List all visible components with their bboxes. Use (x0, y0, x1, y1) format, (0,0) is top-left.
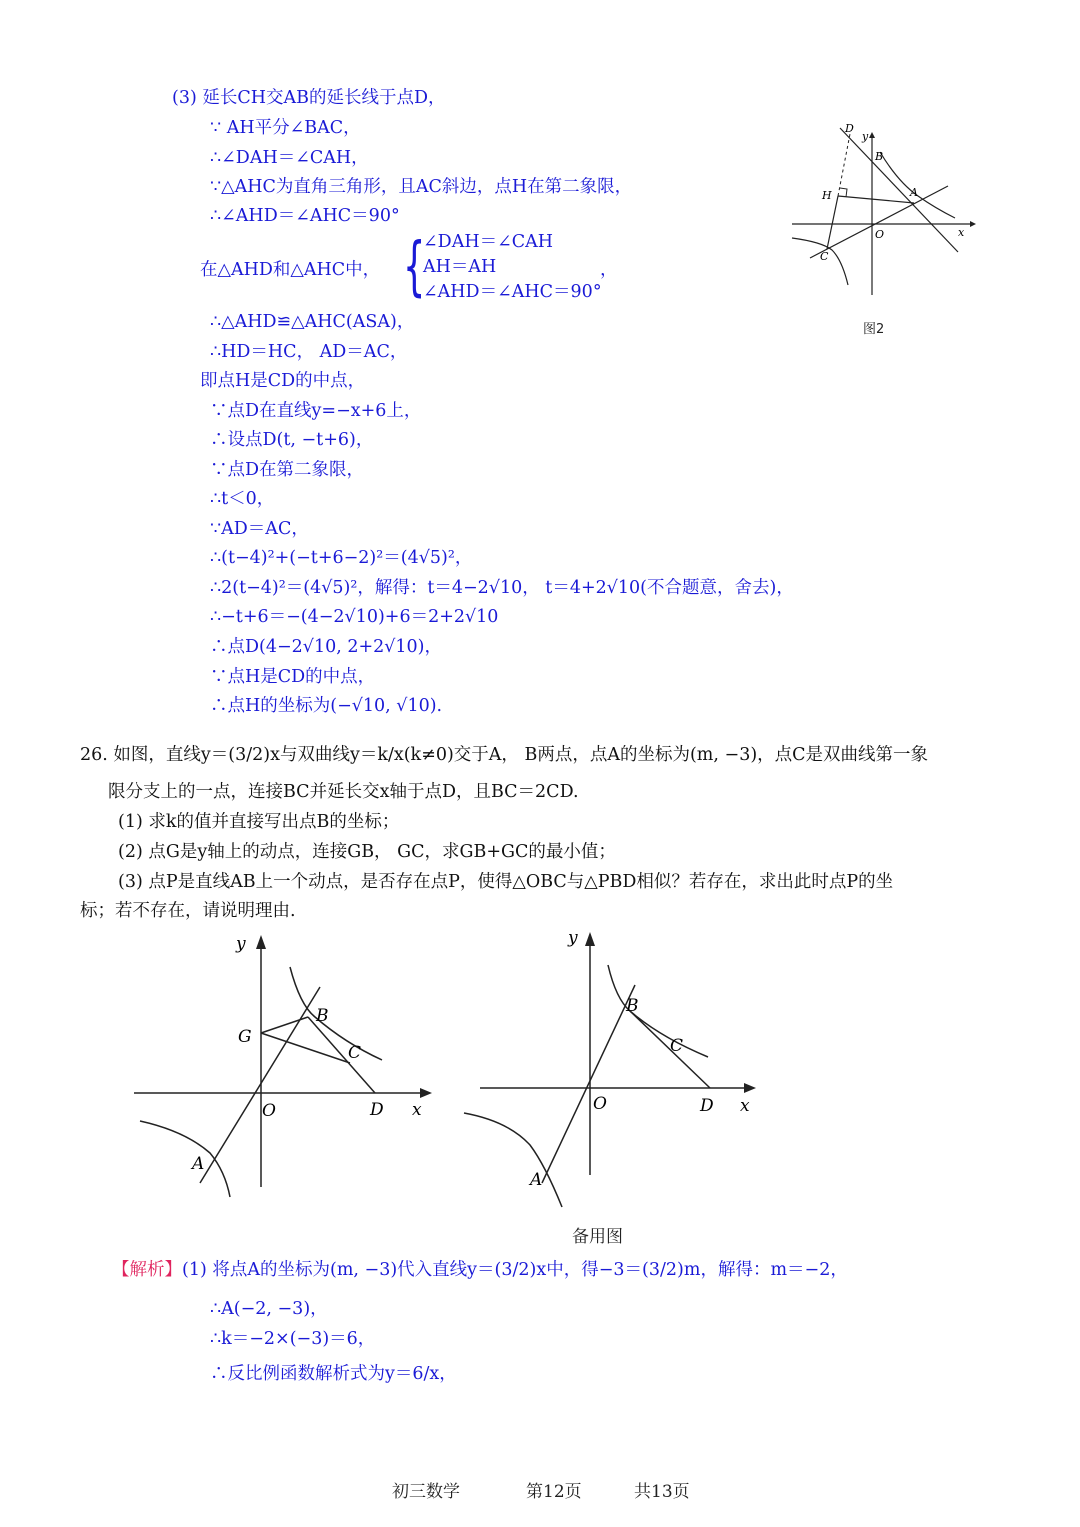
label-x: x (958, 226, 965, 239)
solution-line: ∴HD＝HC， AD＝AC， (210, 342, 408, 362)
spare-figure-caption: 备用图 (572, 1227, 623, 1247)
solution-line: ∵ AH平分∠BAC， (210, 118, 361, 138)
dashed-dh (838, 134, 850, 196)
label-o: O (262, 1101, 276, 1121)
solution-line: ∴−t+6＝−(4−2√10)+6＝2+2√10 (210, 607, 499, 627)
figure-spare (460, 925, 770, 1210)
label-g: G (238, 1027, 252, 1047)
label-x: x (740, 1096, 750, 1116)
label-c: C (670, 1036, 684, 1056)
hyperbola-branch-3 (140, 1121, 230, 1197)
label-a: A (910, 186, 918, 199)
segment-ch (827, 196, 838, 249)
solution-line: ∴(t−4)²+(−t+6−2)²＝(4√5)²， (210, 548, 473, 568)
label-o: O (593, 1094, 607, 1114)
analysis-line2: ∴A(−2, −3)， (210, 1299, 328, 1319)
question-26-line1: 26. 如图，直线y＝(3/2)x与双曲线y＝k/x(k≠0)交于A， B两点，点A的坐标为(m, −3)，点C是双曲线第一象 (80, 745, 929, 765)
solution-line: ∵点D在直线y=−x+6上， (210, 401, 422, 421)
footer-subject: 初三数学 (392, 1482, 460, 1502)
analysis-tag: 【解析】 (112, 1260, 182, 1280)
solution-line: ∵点D在第二象限， (210, 460, 365, 480)
label-o: O (875, 228, 885, 241)
segment-ha (838, 196, 914, 203)
label-c: C (348, 1043, 362, 1063)
label-x: x (412, 1100, 422, 1120)
analysis-line3: ∴k＝−2×(−3)＝6， (210, 1329, 376, 1349)
figure-main (130, 925, 440, 1210)
label-y: y (236, 934, 246, 954)
label-d: D (845, 122, 854, 135)
left-brace: { (403, 230, 426, 304)
question-26-part3b: 标；若不存在，请说明理由. (80, 901, 296, 921)
label-d: D (700, 1096, 714, 1116)
solution-line: ∴点H的坐标为(−√10, √10). (210, 696, 443, 716)
x-axis-arrow (420, 1088, 432, 1098)
brace-item: AH＝AH (423, 257, 497, 277)
figure-2 (780, 110, 980, 310)
question-26-part1: (1) 求k的值并直接写出点B的坐标； (118, 812, 400, 832)
figure-2-caption: 图2 (863, 322, 885, 337)
x-axis-arrow (970, 221, 976, 227)
solution-line: ∴△AHD≌△AHC(ASA)， (210, 312, 415, 332)
solution-line: ∴2(t−4)²＝(4√5)²，解得：t＝4−2√10， t＝4+2√10(不合题意，舍去)， (210, 578, 794, 598)
solution-line: 即点H是CD的中点， (200, 371, 366, 391)
line-ab (542, 985, 635, 1183)
right-angle-mark (840, 188, 847, 197)
label-d: D (370, 1100, 384, 1120)
label-c: C (820, 250, 829, 263)
brace-label: 在△AHD和△AHC中， (200, 260, 381, 280)
y-axis-arrow (585, 932, 595, 946)
solution-line: ∴点D(4−2√10, 2+2√10)， (210, 637, 443, 657)
label-y: y (862, 130, 869, 143)
solution-line: ∴∠AHD＝∠AHC＝90° (210, 206, 400, 226)
label-b: B (316, 1006, 329, 1026)
label-b: B (626, 996, 639, 1016)
x-axis-arrow (744, 1083, 756, 1093)
brace-comma: ， (600, 260, 618, 280)
segment-gb (261, 1017, 308, 1033)
brace-item: ∠DAH＝∠CAH (423, 232, 554, 252)
solution-line: ∵点H是CD的中点， (210, 667, 376, 687)
analysis-line1 (112, 1258, 848, 1282)
line-ab (200, 987, 320, 1183)
question-26-part3a: (3) 点P是直线AB上一个动点，是否存在点P，使得△OBC与△PBD相似？若存在，求出此时点P的坐 (118, 872, 894, 892)
segment-gc (261, 1033, 350, 1063)
analysis-line4: ∴反比例函数解析式为y＝6/x， (210, 1364, 457, 1384)
solution-line: ∵AD＝AC， (210, 519, 309, 539)
label-b: B (875, 150, 884, 163)
hyperbola-branch-1 (880, 152, 955, 218)
question-26-part2: (2) 点G是y轴上的动点，连接GB， GC，求GB+GC的最小值； (118, 842, 616, 862)
label-y: y (568, 928, 578, 948)
y-axis-arrow (869, 132, 875, 138)
solution-line: ∴t＜0， (210, 489, 275, 509)
solution-line: ∵△AHC为直角三角形，且AC斜边，点H在第二象限， (210, 177, 633, 197)
footer-total: 共13页 (634, 1482, 690, 1502)
hyperbola-branch-3 (464, 1113, 562, 1207)
label-a: A (192, 1154, 205, 1174)
solution-line: ∴设点D(t, −t+6)， (210, 430, 374, 450)
label-a: A (530, 1170, 543, 1190)
footer-page: 第12页 (526, 1482, 582, 1502)
line-bd (308, 1017, 375, 1093)
analysis-text: (1) 将点A的坐标为(m, −3)代入直线y＝(3/2)x中，得−3＝(3/2)m，解得：m＝−2， (182, 1260, 848, 1280)
y-axis-arrow (256, 935, 266, 949)
solution-line: ∴∠DAH＝∠CAH， (210, 148, 369, 168)
solution-line: (3) 延长CH交AB的延长线于点D， (172, 88, 446, 108)
brace-item: ∠AHD＝∠AHC＝90° (423, 282, 602, 302)
label-h: H (822, 189, 832, 202)
question-26-line2: 限分支上的一点，连接BC并延长交x轴于点D，且BC＝2CD. (108, 782, 579, 802)
